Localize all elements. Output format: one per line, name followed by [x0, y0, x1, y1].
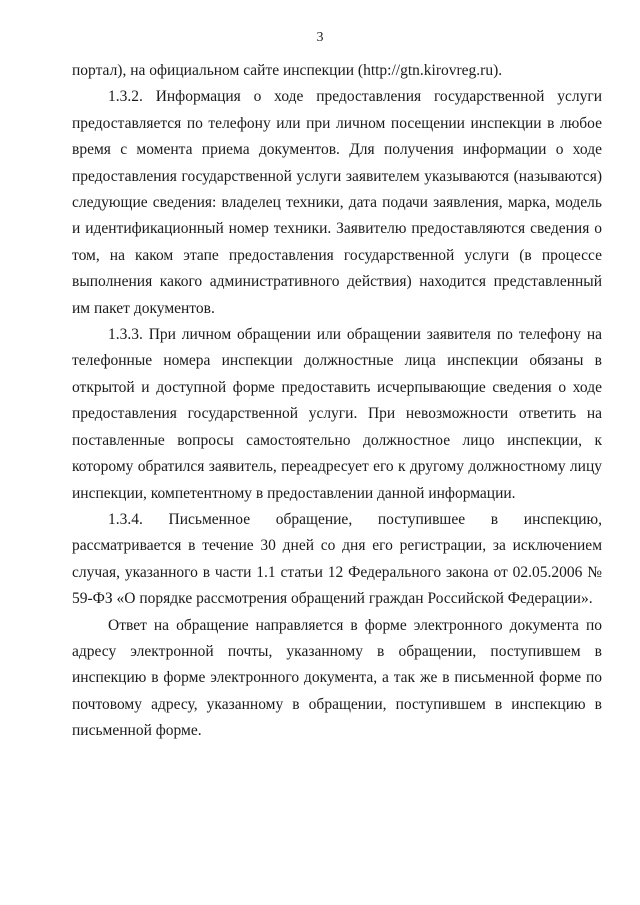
paragraph-1-3-3: 1.3.3. При личном обращении или обращении заявителя по телефону на телефонные номера инспекции должностные лица инспекции обязаны в открытой и доступной форме предоставить исчерпывающие сведения о ходе предоставления государственной услуги. При невозможности ответить на поставленные вопросы самостоятельно должностное лицо инспекции, к которому обратился заявитель, переадресует его к другому должностному лицу инспекции, компетентному в предоставлении данной информации.: [72, 326, 602, 502]
paragraph-1-3-2: 1.3.2. Информация о ходе предоставления государственной услуги предоставляется по телефону или при личном посещении инспекции в любое время с момента приема документов. Для получения информации о ходе предоставления государственной услуги заявителем указываются (называются) следующие сведения: владелец техники, дата подачи заявления, марка, модель и идентификационный номер техники. Заявителю предоставляются сведения о том, на каком этапе предоставления государственной услуги (в процессе выполнения какого административного действия) находится представленный им пакет документов.: [72, 88, 602, 317]
document-body: [72, 58, 602, 745]
paragraph-1-3-4: 1.3.4. Письменное обращение, поступившее в инспекцию, рассматривается в течение 30 дней со дня его регистрации, за исключением случая, указанного в части 1.1 статьи 12 Федерального закона от 02.05.2006 № 59-ФЗ «О порядке рассмотрения обращений граждан Российской Федерации».: [72, 510, 602, 608]
paragraph-response: Ответ на обращение направляется в форме электронного документа по адресу электронной почты, указанному в обращении, поступившем в инспекцию в форме электронного документа, а так же в письменной форме по почтовому адресу, указанному в обращении, поступившем в инспекцию в письменной форме.: [72, 616, 602, 740]
paragraph-continuation: портал), на официальном сайте инспекции (http://gtn.kirovreg.ru).: [72, 62, 503, 79]
page-number: 3: [316, 30, 324, 45]
